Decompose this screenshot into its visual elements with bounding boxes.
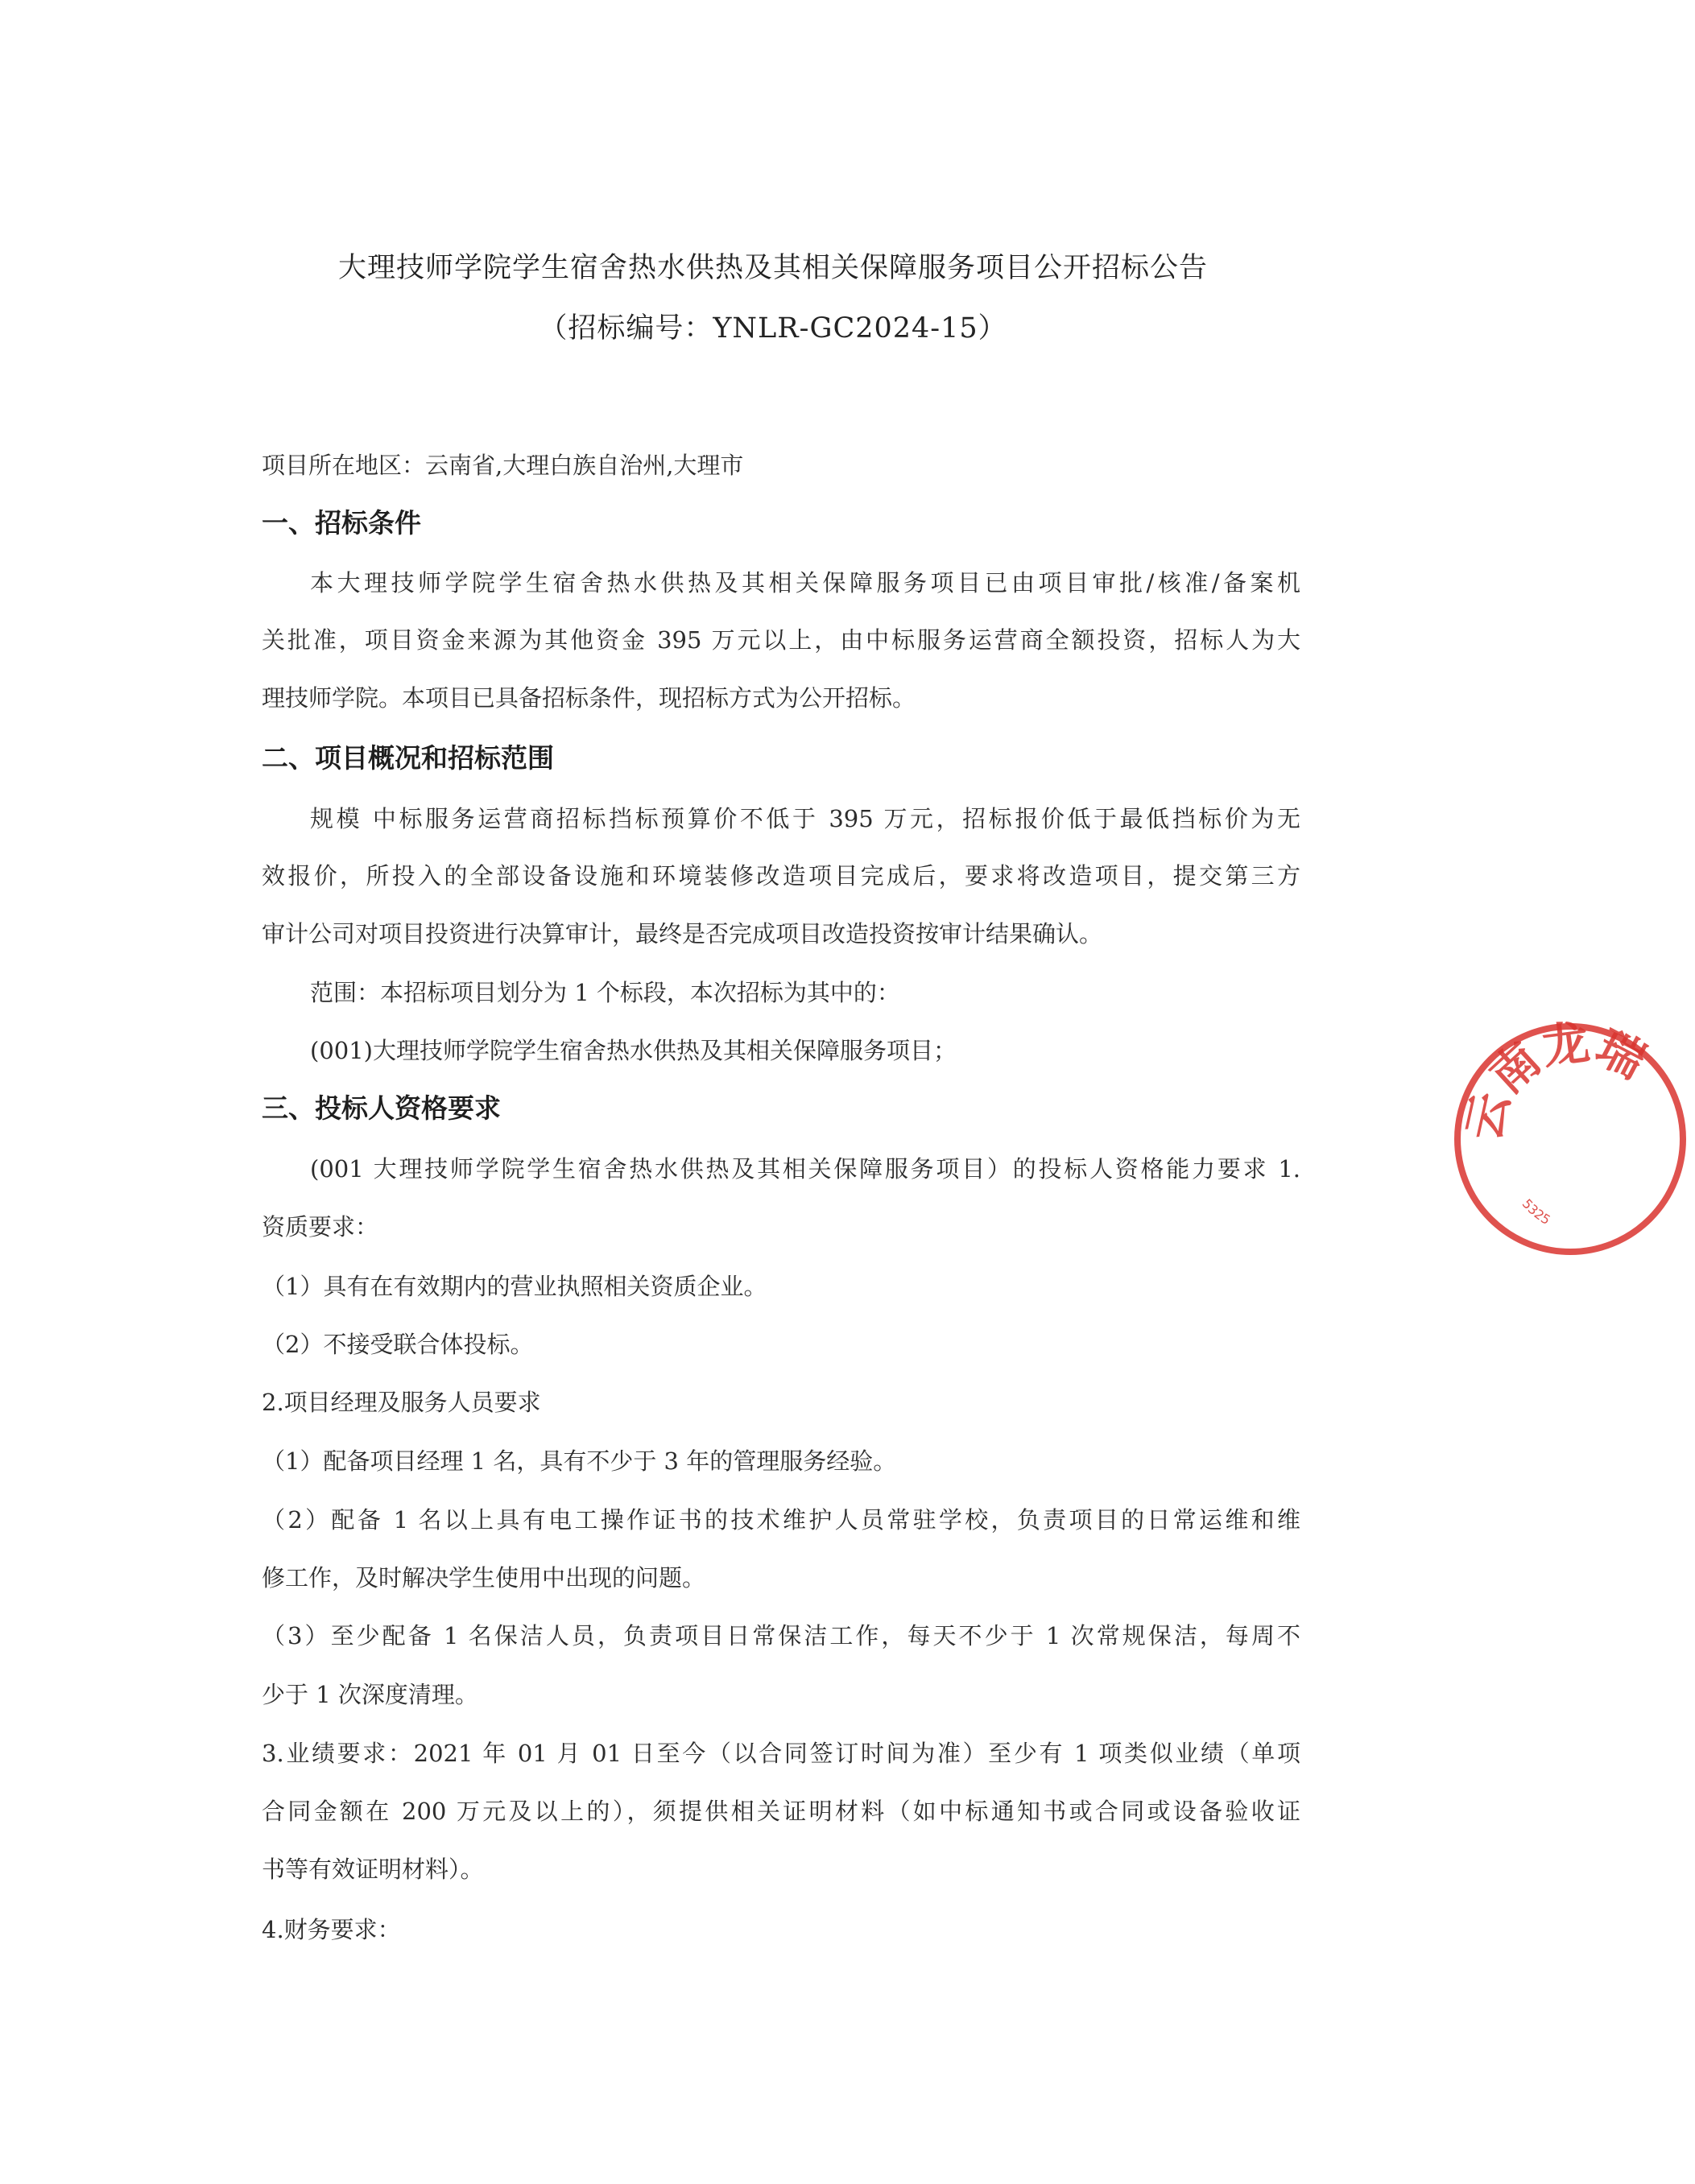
paragraph-line: 少于 1 次深度清理。 — [262, 1681, 478, 1708]
paragraph-line: （1）具有在有效期内的营业执照相关资质企业。 — [262, 1273, 767, 1300]
paragraph-line: 本大理技师学院学生宿舍热水供热及其相关保障服务项目已由项目审批/核准/备案机 — [310, 569, 1300, 597]
paragraph-line: 审计公司对项目投资进行决算审计，最终是否完成项目改造投资按审计结果确认。 — [262, 920, 1103, 948]
paragraph-line: （1）配备项目经理 1 名，具有不少于 3 年的管理服务经验。 — [262, 1447, 897, 1475]
paragraph-line: （2）不接受联合体投标。 — [262, 1331, 534, 1358]
company-seal — [1445, 1014, 1695, 1264]
bid-number: （招标编号：YNLR-GC2024-15） — [539, 312, 1007, 345]
paragraph-line: （2）配备 1 名以上具有电工操作证书的技术维护人员常驻学校，负责项目的日常运维和维 — [262, 1506, 1300, 1534]
paragraph-line: 规模 中标服务运营商招标挡标预算价不低于 395 万元，招标报价低于最低挡标价为无 — [310, 805, 1300, 832]
section-heading-project-overview: 二、项目概况和招标范围 — [262, 742, 554, 774]
paragraph-line: 关批准，项目资金来源为其他资金 395 万元以上，由中标服务运营商全额投资，招标人为大 — [262, 626, 1300, 654]
paragraph-line: 书等有效证明材料）。 — [262, 1856, 484, 1883]
paragraph-line: 4.财务要求： — [262, 1916, 401, 1943]
section-heading-bid-conditions: 一、招标条件 — [262, 507, 421, 539]
paragraph-line: 合同金额在 200 万元及以上的），须提供相关证明材料（如中标通知书或合同或设备验收证 — [262, 1798, 1300, 1825]
paragraph-line: (001 大理技师学院学生宿舍热水供热及其相关保障服务项目）的投标人资格能力要求 1. — [310, 1155, 1300, 1183]
seal-number: 5325 — [1519, 1195, 1553, 1228]
paragraph-line: 修工作，及时解决学生使用中出现的问题。 — [262, 1564, 706, 1592]
paragraph-line: (001)大理技师学院学生宿舍热水供热及其相关保障服务项目； — [310, 1037, 957, 1064]
document-title: 大理技师学院学生宿舍热水供热及其相关保障服务项目公开招标公告 — [337, 252, 1208, 284]
paragraph-line: 3.业绩要求：2021 年 01 月 01 日至今（以合同签订时间为准）至少有 1 项类似业绩（单项 — [262, 1740, 1300, 1767]
paragraph-line: 理技师学院。本项目已具备招标条件，现招标方式为公开招标。 — [262, 684, 916, 712]
project-location: 项目所在地区：云南省,大理白族自治州,大理市 — [262, 452, 744, 479]
seal-text: 云南龙瑞 — [1455, 1014, 1655, 1146]
paragraph-line: 资质要求： — [262, 1213, 379, 1241]
paragraph-line: 范围：本招标项目划分为 1 个标段，本次招标为其中的： — [310, 979, 900, 1006]
paragraph-line: （3）至少配备 1 名保洁人员，负责项目日常保洁工作，每天不少于 1 次常规保洁，每周不 — [262, 1622, 1300, 1649]
section-heading-bidder-qualifications: 三、投标人资格要求 — [262, 1092, 501, 1124]
paragraph-line: 2.项目经理及服务人员要求 — [262, 1389, 541, 1416]
paragraph-line: 效报价，所投入的全部设备设施和环境装修改造项目完成后，要求将改造项目，提交第三方 — [262, 862, 1300, 890]
